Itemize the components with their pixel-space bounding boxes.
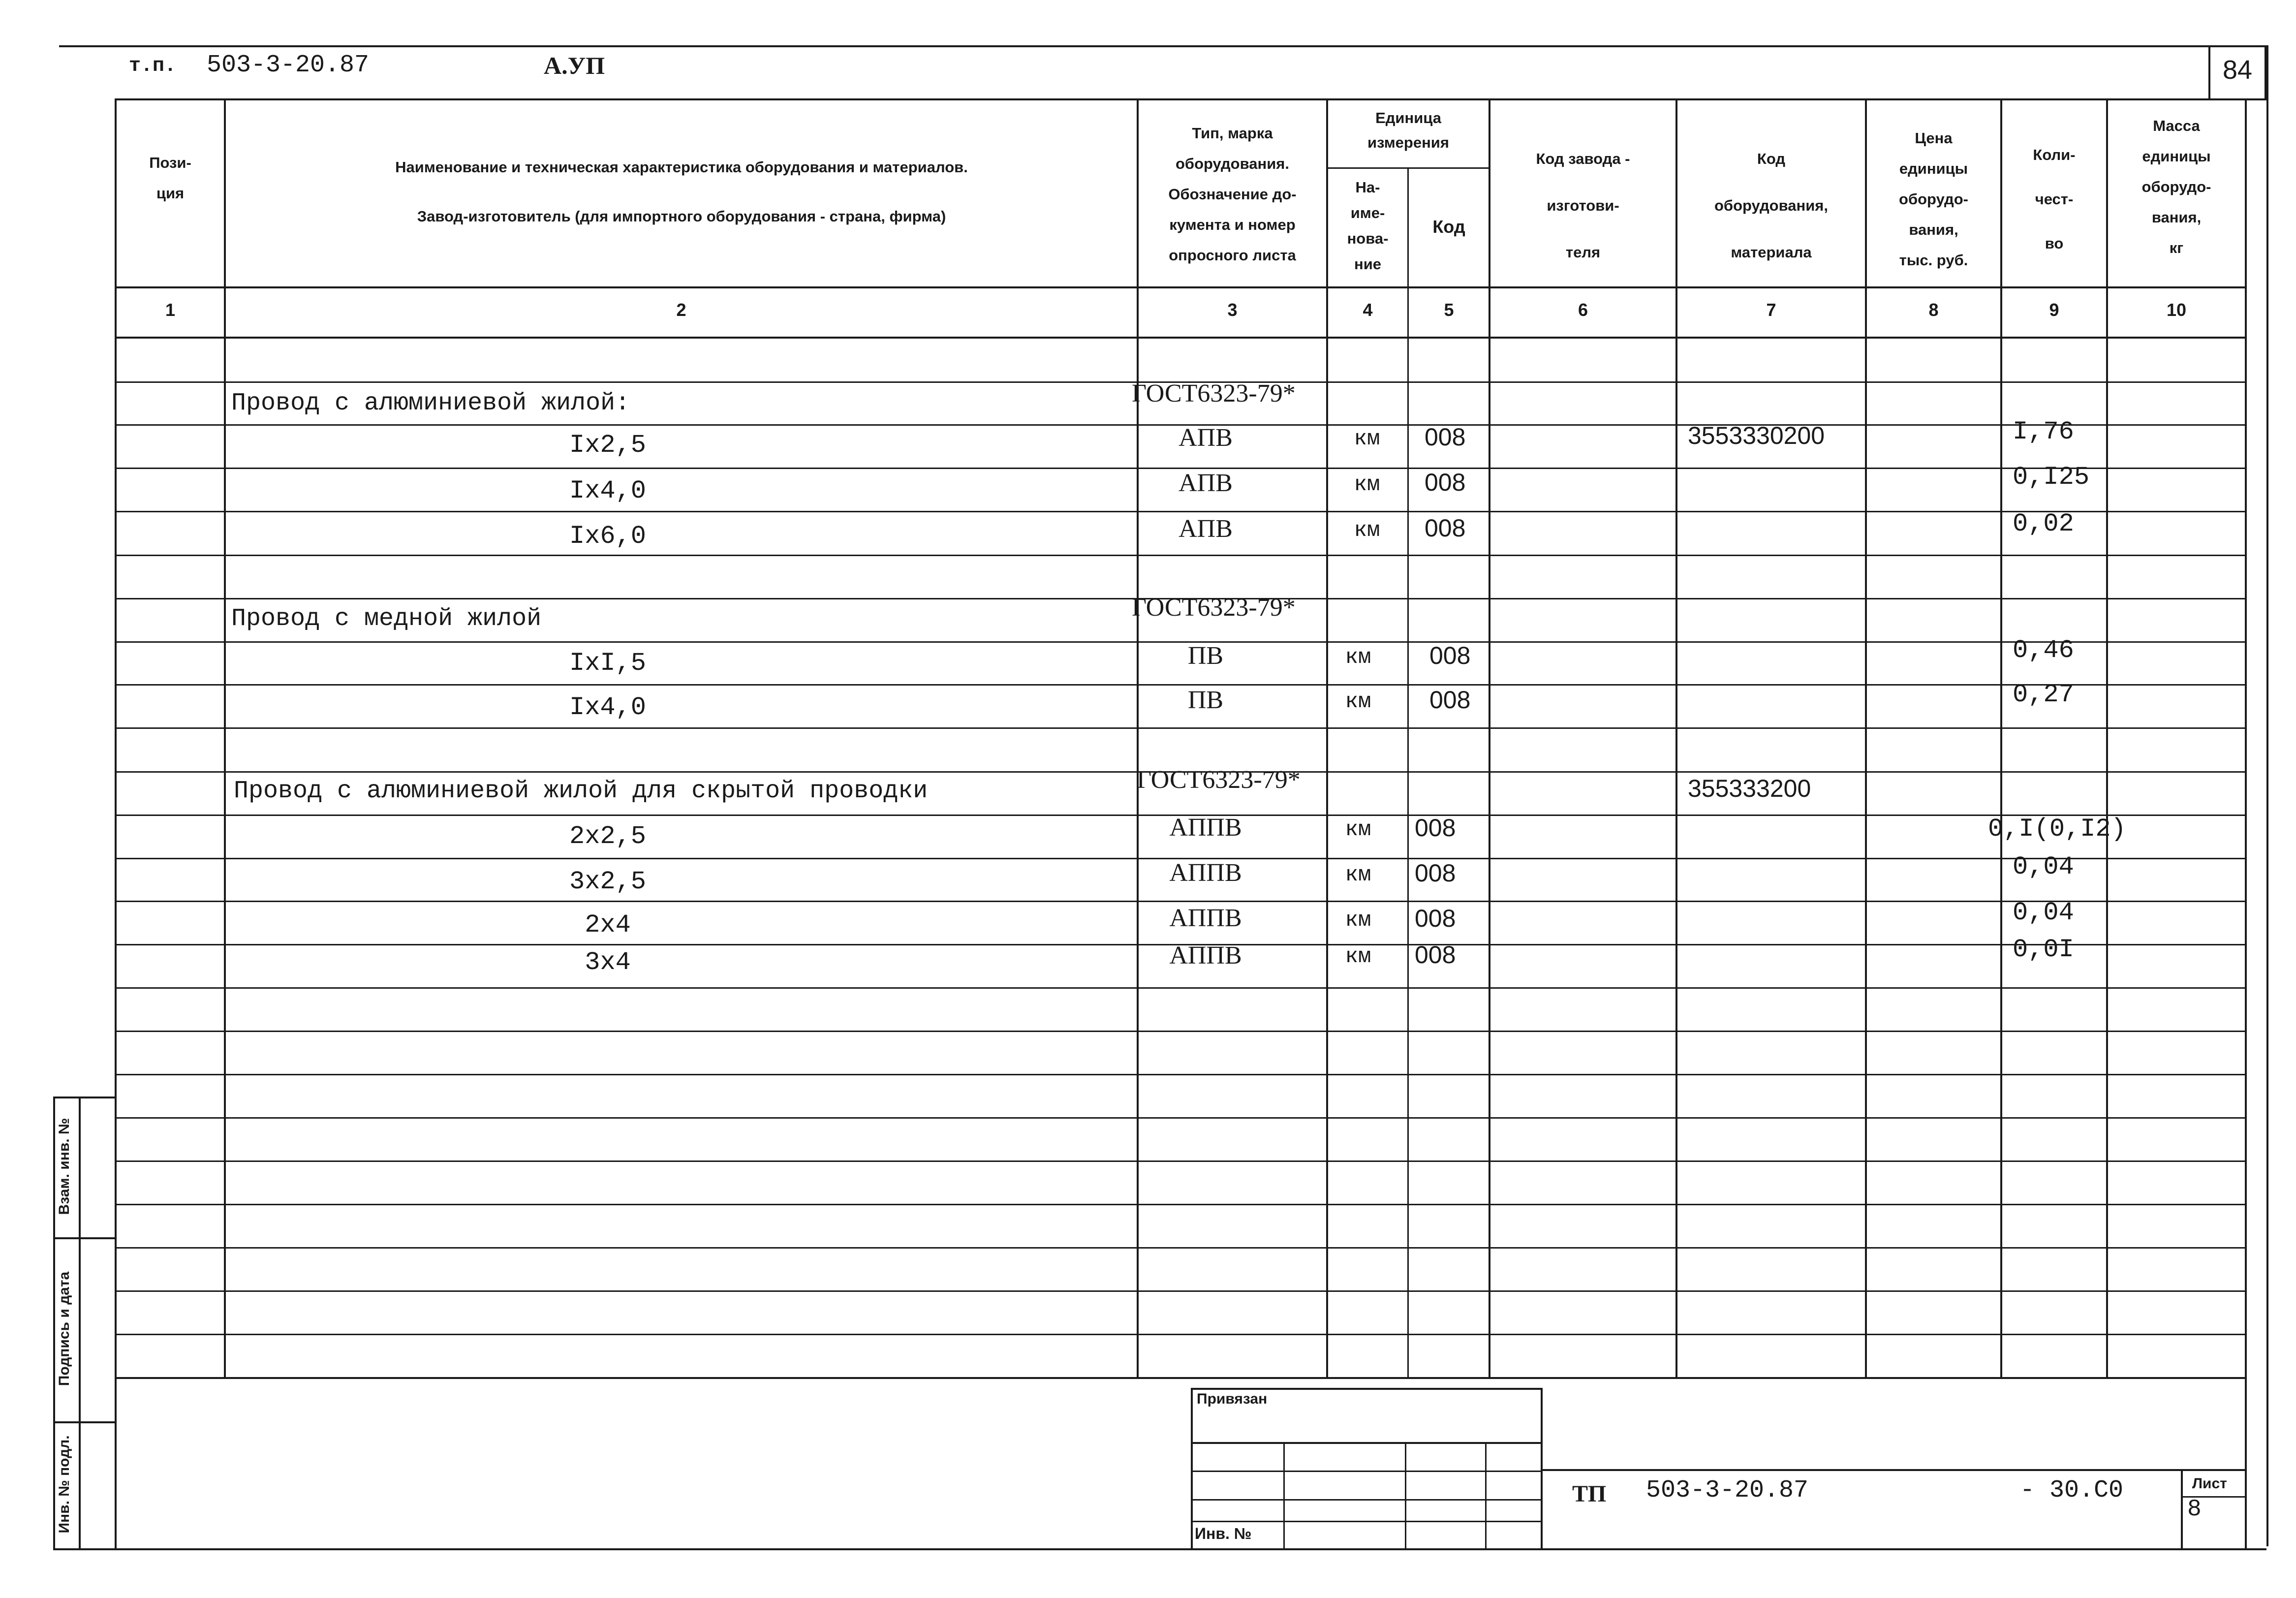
item-unit-code: 008 — [1429, 686, 1471, 714]
colnum-9: 9 — [2049, 300, 2059, 320]
item-unit: км — [1354, 472, 1380, 497]
item-name: Провод с алюминиевой жилой для скрытой проводки — [234, 777, 928, 805]
item-type: АППВ — [1169, 859, 1242, 887]
item-doc: ГОСТ6323-79* — [1137, 766, 1301, 794]
item-type: АПВ — [1179, 515, 1233, 543]
header-price: Цена единицы оборудо- вания, тыс. руб. — [1899, 129, 1968, 269]
colnum-4: 4 — [1363, 300, 1373, 320]
item-size: Iх2,5 — [569, 431, 647, 460]
colnum-1: 1 — [165, 300, 176, 320]
item-quantity: 0,46 — [2013, 636, 2074, 665]
item-material-code: 355333200 — [1688, 775, 1811, 802]
doc-prefix: т.п. — [129, 55, 177, 77]
item-name: Провод с алюминиевой жилой: — [231, 389, 630, 417]
header-quantity: Коли- чест- во — [2033, 146, 2076, 252]
item-unit-code: 008 — [1425, 469, 1466, 496]
item-unit: км — [1345, 817, 1371, 842]
item-unit: км — [1345, 908, 1371, 933]
item-type: АППВ — [1169, 941, 1242, 970]
item-type: ПВ — [1187, 686, 1224, 714]
side-label-replaced-inv: Взам. инв. № — [56, 1118, 72, 1215]
page-number: 84 — [2222, 55, 2253, 85]
colnum-8: 8 — [1928, 300, 1939, 320]
colnum-2: 2 — [676, 300, 686, 320]
item-quantity: 0,I(0,I2) — [1988, 815, 2126, 844]
item-type: АППВ — [1169, 904, 1242, 932]
colnum-5: 5 — [1444, 300, 1454, 320]
header-mass: Масса единицы оборудо- вания, кг — [2141, 117, 2211, 256]
colnum-3: 3 — [1227, 300, 1238, 320]
item-unit-code: 008 — [1415, 859, 1456, 887]
item-unit-code: 008 — [1425, 423, 1466, 451]
colnum-10: 10 — [2166, 300, 2187, 320]
item-unit-code: 008 — [1425, 514, 1466, 542]
item-unit-code: 008 — [1415, 905, 1456, 932]
item-quantity: 0,I25 — [2013, 463, 2090, 492]
item-size: 3х4 — [585, 948, 631, 977]
item-quantity: 0,27 — [2013, 680, 2074, 709]
item-type: АПВ — [1179, 424, 1233, 452]
item-doc: ГОСТ6323-79* — [1132, 594, 1296, 622]
colnum-7: 7 — [1766, 300, 1776, 320]
item-size: Iх4,0 — [569, 693, 647, 722]
stamp-mark: - 30.С0 — [2020, 1476, 2124, 1504]
album-code: А.УП — [544, 52, 605, 79]
item-size: 2х4 — [585, 910, 631, 940]
header-unit-group: Единица измерения — [1367, 109, 1449, 151]
item-unit: км — [1345, 944, 1371, 969]
side-label-signature-date: Подпись и дата — [56, 1271, 72, 1386]
inv-label: Инв. № — [1195, 1525, 1252, 1542]
header-unit-code: Код — [1432, 217, 1465, 237]
item-size: IхI,5 — [569, 649, 647, 678]
item-quantity: 0,0I — [2013, 935, 2074, 964]
item-unit: км — [1345, 645, 1371, 670]
item-quantity: 0,02 — [2013, 509, 2074, 538]
item-doc: ГОСТ6323-79* — [1132, 379, 1296, 407]
header-name: Наименование и техническая характеристика оборудования и материалов. Завод-изготовитель (для импортного оборудования - страна, фирма) — [395, 158, 968, 225]
sheet-label: Лист — [2192, 1475, 2227, 1492]
item-name: Провод с медной жилой — [231, 605, 542, 633]
header-material-code: Код оборудования, материала — [1714, 150, 1828, 261]
sheet-number: 8 — [2187, 1496, 2202, 1523]
header-factory-code: Код завода - изготови- теля — [1536, 150, 1630, 261]
stamp-project-code: 503-3-20.87 — [1646, 1476, 1809, 1504]
item-size: 2х2,5 — [569, 822, 647, 851]
colnum-6: 6 — [1578, 300, 1588, 320]
item-quantity: 0,04 — [2013, 852, 2074, 881]
header-position: Пози- ция — [149, 154, 191, 202]
item-type: ПВ — [1187, 642, 1224, 670]
item-type: АППВ — [1169, 814, 1242, 842]
item-quantity: 0,04 — [2013, 898, 2074, 927]
item-unit: км — [1354, 518, 1380, 543]
stamp-series: ТП — [1572, 1481, 1607, 1507]
item-unit-code: 008 — [1415, 814, 1456, 842]
doc-project-code: 503-3-20.87 — [207, 51, 370, 79]
page-number-box — [2208, 45, 2266, 98]
item-unit: км — [1345, 863, 1371, 887]
header-type-doc: Тип, марка оборудования. Обозначение до- кумента и номер опросного листа — [1168, 125, 1297, 264]
item-unit: км — [1345, 689, 1371, 714]
header-unit-name: На- име- нова- ние — [1347, 179, 1389, 273]
item-unit-code: 008 — [1415, 941, 1456, 969]
side-label-inv-original: Инв. № подл. — [56, 1435, 72, 1534]
item-type: АПВ — [1179, 469, 1233, 497]
item-size: Iх4,0 — [569, 476, 647, 505]
item-unit-code: 008 — [1429, 642, 1471, 669]
item-size: Iх6,0 — [569, 522, 647, 551]
item-quantity: I,76 — [2013, 417, 2074, 446]
item-size: 3х2,5 — [569, 867, 647, 896]
item-unit: км — [1354, 427, 1380, 451]
item-material-code: 3553330200 — [1688, 422, 1825, 449]
bound-label: Привязан — [1197, 1391, 1268, 1407]
